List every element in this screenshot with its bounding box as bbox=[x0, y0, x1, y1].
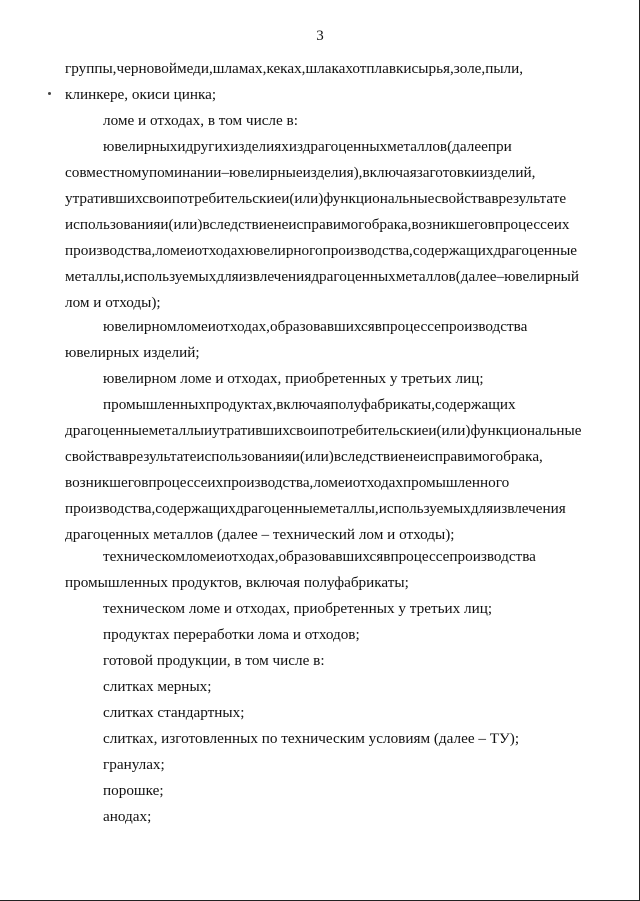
text-line: группы,черновоймеди,шламах,кеках,шлакахотплавкисырья,золе,пыли, bbox=[65, 60, 524, 77]
paragraph bbox=[65, 726, 607, 752]
text-line: продуктах переработки лома и отходов; bbox=[103, 626, 360, 643]
text-line: слитках стандартных; bbox=[103, 704, 245, 721]
text-line: промышленныхпродуктах,включаяполуфабрикаты,содержащих bbox=[103, 396, 516, 413]
text-line: использованияи(или)вследствиенеисправимогобрака,возникшеговпроцессеих bbox=[65, 216, 570, 233]
text-line: ювелирныхидругихизделияхиздрагоценныхметаллов(далеепри bbox=[103, 138, 512, 155]
text-line: слитках мерных; bbox=[103, 678, 212, 695]
text-line: анодах; bbox=[103, 808, 152, 825]
text-line: производства,ломеиотходахювелирногопроизводства,содержащихдрагоценные bbox=[65, 242, 578, 259]
paragraph bbox=[65, 674, 607, 700]
text-line: совместномупоминании–ювелирныеизделия),включаязаготовкиизделий, bbox=[65, 164, 536, 181]
scan-dot bbox=[48, 92, 51, 95]
text-line: ювелирном ломе и отходах, приобретенных у третьих лиц; bbox=[103, 370, 484, 387]
paragraph bbox=[65, 366, 607, 392]
text-line: ювелирномломеиотходах,образовавшихсявпроцессепроизводства bbox=[103, 318, 528, 335]
text-line: клинкере, окиси цинка; bbox=[65, 86, 217, 103]
paragraph bbox=[65, 778, 607, 804]
text-line: драгоценныеметаллыиутратившихсвоипотребительскиеи(или)функциональные bbox=[65, 422, 582, 439]
text-line: производства,содержащихдрагоценныеметаллы,используемыхдляизвлечения bbox=[65, 500, 566, 517]
paragraph bbox=[65, 134, 607, 316]
text-line: лом и отходы); bbox=[65, 294, 161, 311]
text-line: гранулах; bbox=[103, 756, 165, 773]
text-line: техническом ломе и отходах, приобретенных у третьих лиц; bbox=[103, 600, 493, 617]
text-line: готовой продукции, в том числе в: bbox=[103, 652, 325, 669]
paragraph bbox=[65, 752, 607, 778]
text-line: свойстваврезультатеиспользованияи(или)вследствиенеисправимогобрака, bbox=[65, 448, 543, 465]
paragraph bbox=[65, 56, 607, 108]
text-line: ломе и отходах, в том числе в: bbox=[103, 112, 298, 129]
text-line: техническомломеиотходах,образовавшихсявпроцессепроизводства bbox=[103, 548, 536, 565]
paragraph bbox=[65, 392, 607, 548]
paragraph bbox=[65, 108, 607, 134]
text-line: ювелирных изделий; bbox=[65, 344, 200, 361]
paragraph bbox=[65, 622, 607, 648]
paragraph bbox=[65, 700, 607, 726]
text-line: драгоценных металлов (далее – технический лом и отходы); bbox=[65, 526, 455, 543]
text-line: порошке; bbox=[103, 782, 164, 799]
text-line: утратившихсвоипотребительскиеи(или)функциональныесвойстваврезультате bbox=[65, 190, 567, 207]
paragraph bbox=[65, 314, 607, 366]
text-line: металлы,используемыхдляизвлечениядрагоценныхметаллов(далее–ювелирный bbox=[65, 268, 579, 285]
text-line: возникшеговпроцессеихпроизводства,ломеиотходахпромышленного bbox=[65, 474, 510, 491]
paragraph bbox=[65, 596, 607, 622]
text-line: слитках, изготовленных по техническим условиям (далее – ТУ); bbox=[103, 730, 520, 747]
text-line: промышленных продуктов, включая полуфабрикаты; bbox=[65, 574, 409, 591]
paragraph bbox=[65, 648, 607, 674]
paragraph bbox=[65, 804, 607, 830]
paragraph bbox=[65, 544, 607, 596]
page-number: 3 bbox=[316, 28, 324, 44]
